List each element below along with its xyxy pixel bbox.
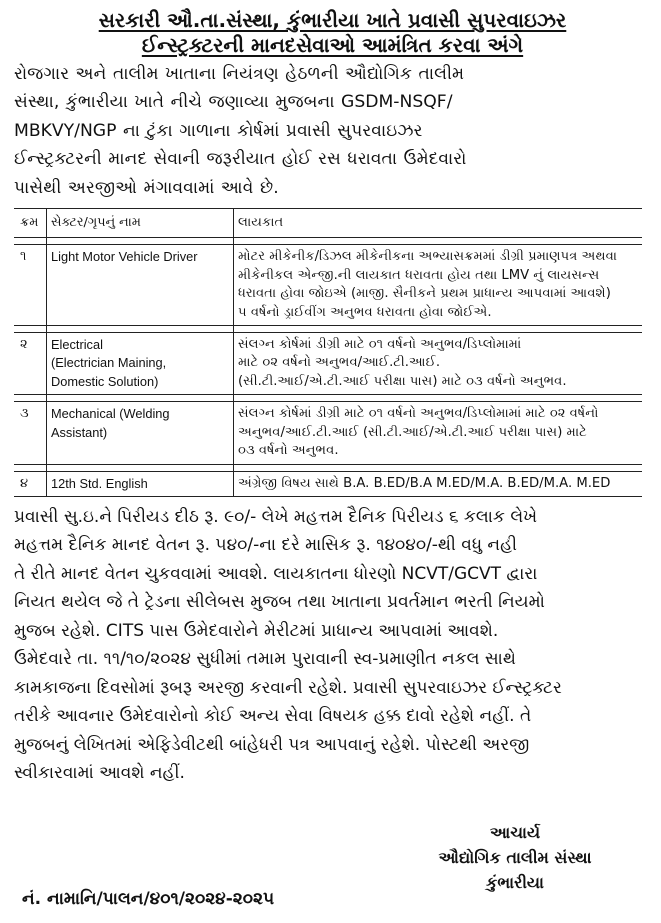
title-line-1: સરકારી ઔ.તા.સંસ્થા, કુંભારીયા ખાતે પ્રવાસી સુપરવાઇઝર [98,8,567,32]
signatory-title: આચાર્ય [489,823,541,842]
terms-line: સ્વીકારવામાં આવશે નહીં. [14,763,185,784]
intro-line: રોજગાર અને તાલીમ ખાતાના નિયંત્રણ હેઠળની ઔદ્યોગિક તાલીમ [14,64,465,84]
row-no: ૨ [14,333,47,395]
intro-line: MBKVY/NGP ના ટુંકા ગાળાના કોર્ષમાં પ્રવાસી સુપરવાઇઝર [14,120,423,141]
title-line-2: ઈન્સ્ટ્રક્ટરની માનદસેવાઓ આમંત્રિત કરવા અંગે [141,33,524,57]
terms-line: તે રીતે માનદ વેતન ચુકવવામાં આવશે. લાયકાતના ધોરણો NCVT/GCVT દ્વારા [14,563,538,584]
terms-line: નિયત થયેલ જે તે ટ્રેડના સીલેબસ મુજબ તથા ખાતાના પ્રવર્તમાન ભરતી નિયમો [14,592,545,613]
qualification-line: સંલગ્ન કોર્ષમાં ડીગ્રી માટે ૦૧ વર્ષનો અનુભવ/ડિપ્લોમામાં માટે ૦૨ વર્ષનો [238,406,599,422]
table-header-row [14,209,642,238]
row-qualification [234,402,643,464]
intro-paragraph [14,60,651,202]
qualification-line: ૫ વર્ષનો ડ્રાઈવીંગ અનુભવ ધરાવતા હોવા જોઈએ. [238,304,492,320]
row-qualification [234,333,643,395]
header-sector: સેક્ટર/ગૃપનું નામ [47,209,234,238]
institute-name: ઔદ્યોગિક તાલીમ સંસ્થા [438,848,592,867]
header-qualification: લાયકાત [234,209,643,238]
row-no: ૧ [14,245,47,326]
notice-title [14,8,651,58]
row-sector [47,471,234,496]
row-sector [47,402,234,464]
intro-line: સંસ્થા, કુંભારીયા ખાતે નીચે જણાવ્યા મુજબના GSDM-NSQF/ [14,92,453,113]
qualification-line: મીકેનીકલ એન્જી.ની લાયકાત ધરાવતા હોય તથા LMV નું લાયસન્સ [238,267,600,283]
qualification-line: ૦૩ વર્ષનો અનુભવ. [238,443,339,459]
terms-line: કામકાજના દિવસોમાં રૂબરૂ અરજી કરવાની રહેશે. પ્રવાસી સુપરવાઇઝર ઈન્સ્ટ્રક્ટર [14,677,562,698]
row-no: ૪ [14,471,47,496]
terms-line: મુજબ રહેશે. CITS પાસ ઉમેદવારોને મેરીટમાં પ્રાધાન્ય આપવામાં આવશે. [14,620,499,641]
sector-line: Assistant) [51,424,108,440]
sector-line: Light Motor Vehicle Driver [51,249,198,265]
row-sector [47,333,234,395]
table-row [14,333,642,395]
row-no: ૩ [14,402,47,464]
terms-line: તરીકે આવનાર ઉમેદવારોનો કોઈ અન્ય સેવા વિષયક હક્ક દાવો રહેશે નહીં. તે [14,706,532,727]
sector-line: Mechanical (Welding [51,406,170,422]
qualification-line: અનુભવ/આઈ.ટી.આઈ (સી.ટી.આઈ/એ.ટી.આઈ પરીક્ષા પાસ) માટે [238,424,587,440]
terms-paragraph [14,503,651,788]
qualification-line: (સી.ટી.આઈ/એ.ટી.આઈ પરીક્ષા પાસ) માટે ૦૩ વર્ષનો અનુભવ. [238,373,567,389]
terms-line: ઉમેદવારે તા. ૧૧/૧૦/૨૦૨૪ સુધીમાં તમામ પુરાવાની સ્વ-પ્રમાણીત નકલ સાથે [14,649,516,670]
signature-block [410,820,620,895]
terms-line: મહત્તમ દૈનિક માનદ વેતન રૂ. ૫૪૦/-ના દરે માસિક રૂ. ૧૪૦૪૦/-થી વધુ નહી [14,535,518,556]
qualification-line: માટે ૦૨ વર્ષનો અનુભવ/આઈ.ટી.આઈ. [238,355,441,371]
intro-line: ઈન્સ્ટ્રક્ટરની માનદ સેવાની જરૂરીયાત હોઈ રસ ધરાવતા ઉમેદવારો [14,149,467,170]
sector-line: Electrical [51,337,103,353]
intro-line: પાસેથી અરજીઓ મંગાવવામાં આવે છે. [14,177,279,198]
sector-line: (Electrician Maining, [51,355,167,371]
qualification-line: ધરાવતા હોવા જોઇએ (માજી. સૈનીકને પ્રથમ પ્રાધાન્ય આપવામાં આવશે) [238,286,611,302]
row-qualification [234,245,643,326]
table-row [14,471,642,496]
terms-line: મુજબનું લેખિતમાં એફિડેવીટથી બાંહેધરી પત્ર આપવાનું રહેશે. પોસ્ટથી અરજી [14,734,530,755]
qualification-line: અંગ્રેજી વિષય સાથે B.A. B.ED/B.A M.ED/M.A. B.ED/M.A. M.ED [238,475,611,491]
sector-line: Domestic Solution) [51,373,159,389]
row-qualification [234,471,643,496]
terms-line: પ્રવાસી સુ.ઇ.ને પિરીયડ દીઠ રૂ. ૯૦/- લેખે મહત્તમ દૈનિક પિરીયડ ૬ કલાક લેખે [14,506,538,527]
reference-number: નં. નામાનિ/પાલન/૪૦૧/૨૦૨૪-૨૦૨૫ [22,889,275,909]
qualification-line: મોટર મીકેનીક/ડિઝલ મીકેનીકના અભ્યાસક્રમમાં ડીગ્રી પ્રમાણપત્ર અથવા [238,249,618,265]
header-no: ક્રમ [14,209,47,238]
table-row [14,245,642,326]
qualification-line: સંલગ્ન કોર્ષમાં ડીગ્રી માટે ૦૧ વર્ષનો અનુભવ/ડિપ્લોમામાં [238,337,522,353]
table-row [14,402,642,464]
row-sector [47,245,234,326]
qualification-table [14,208,642,497]
sector-line: 12th Std. English [51,475,148,491]
institute-place: કુંભારીયા [486,873,544,892]
